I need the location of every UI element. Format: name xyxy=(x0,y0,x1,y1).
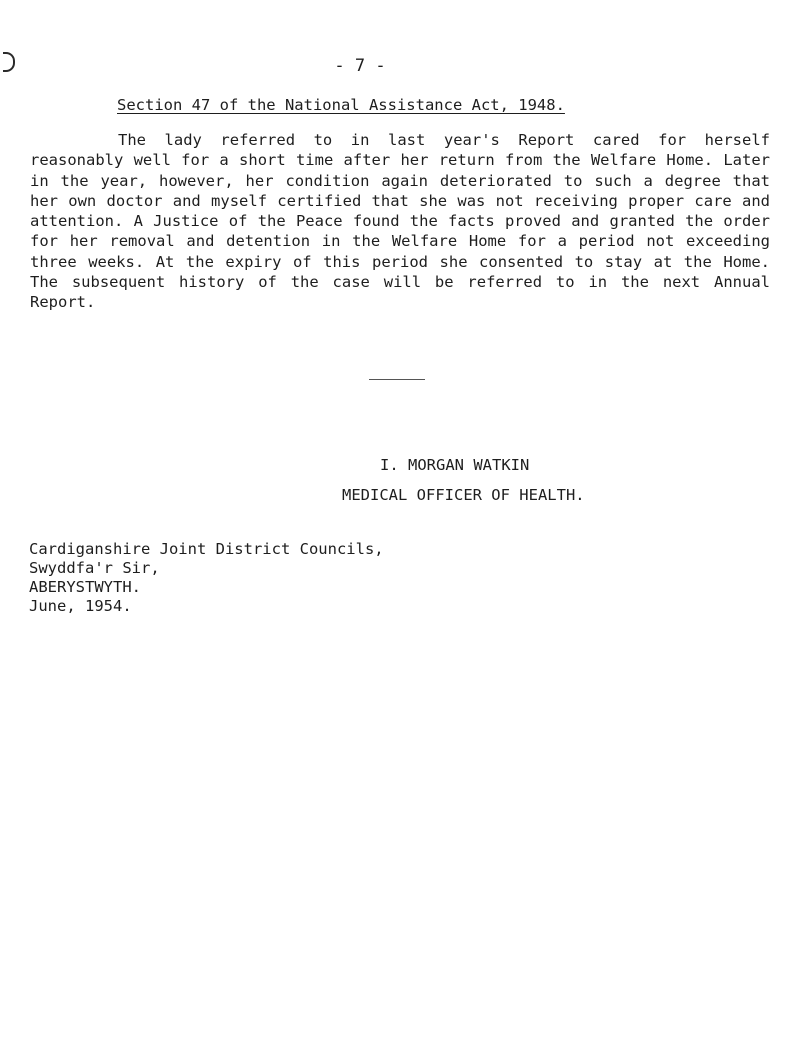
address-line-office: Swyddfa'r Sir, xyxy=(29,559,160,577)
page-number: - 7 - xyxy=(334,56,386,76)
address-line-organisation: Cardiganshire Joint District Councils, xyxy=(29,540,384,558)
signatory-name: I. MORGAN WATKIN xyxy=(380,456,530,474)
signatory-title: MEDICAL OFFICER OF HEALTH. xyxy=(342,486,585,504)
address-block xyxy=(29,540,384,616)
section-heading: Section 47 of the National Assistance Act, 1948. xyxy=(117,96,565,114)
address-line-date: June, 1954. xyxy=(29,597,132,615)
section-divider xyxy=(369,379,425,380)
address-line-town: ABERYSTWYTH. xyxy=(29,578,141,596)
body-paragraph: The lady referred to in last year's Report cared for herself reasonably well for a short time after her return from the Welfare Home. Later in the year, however, her condition again deteriorated to such a degree that her own doctor and myself certified that she was not receiving proper care and attention. A Justice of the Peace found the facts proved and granted the order for her removal and detention in the Welfare Home for a period not exceeding three weeks. At the expiry of this period she consented to stay at the Home. The subsequent history of the case will be referred to in the next Annual Report. xyxy=(30,131,770,312)
